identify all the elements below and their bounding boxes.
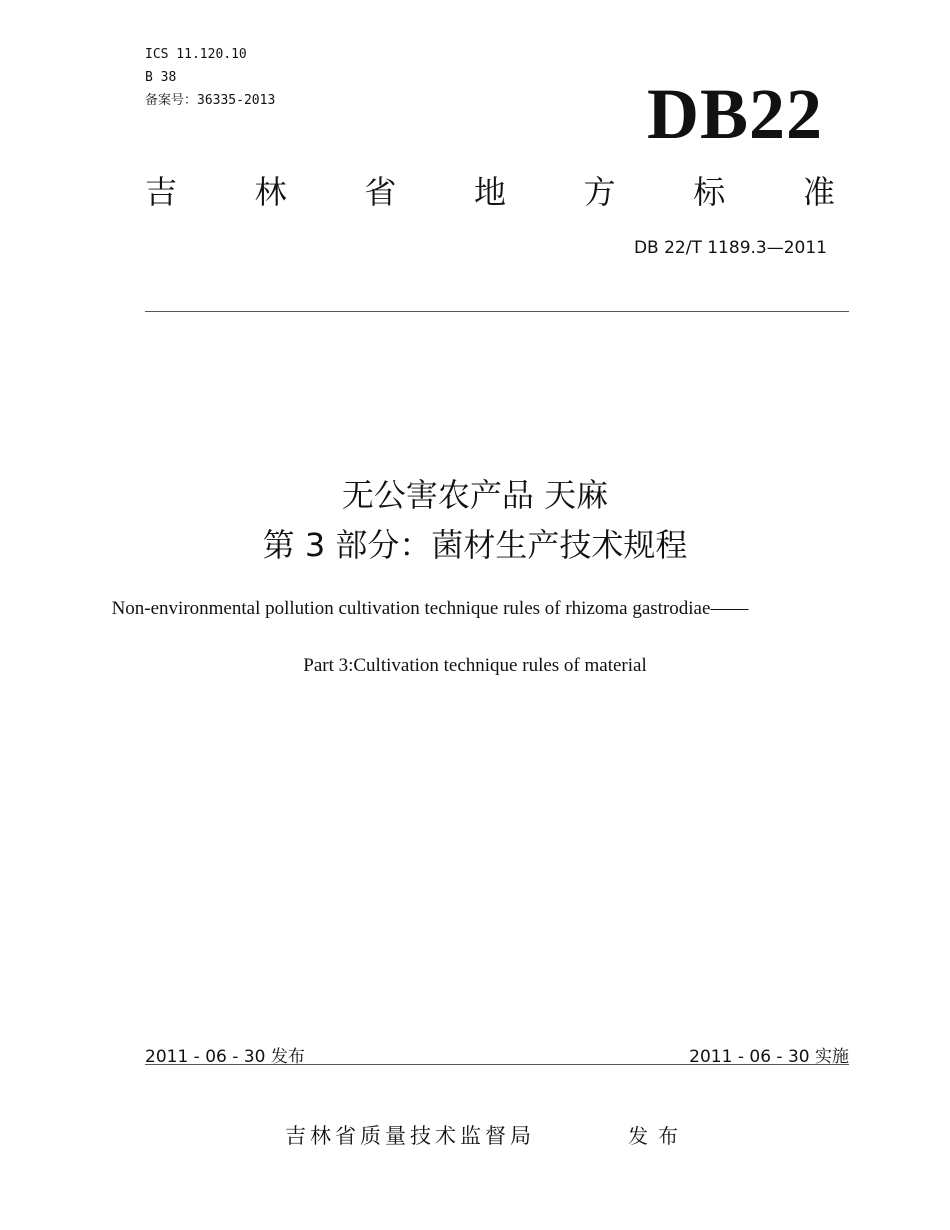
title-en-line1: Non-environmental pollution cultivation technique rules of rhizoma gastrodiae—— [111, 598, 749, 619]
standard-type-char: 地 [473, 173, 506, 211]
standard-type-char: 准 [802, 173, 835, 211]
metadata-block [145, 43, 275, 112]
db22-logo: DB22 [646, 74, 823, 154]
standard-type-char: 方 [583, 173, 616, 211]
standard-type-char: 标 [693, 173, 726, 211]
issue-label: 发布 [628, 1124, 688, 1148]
title-cn-line2: 第 3 部分：菌材生产技术规程 [262, 526, 688, 564]
title-cn-line1: 无公害农产品 天麻 [341, 476, 609, 514]
standard-type-char: 吉 [145, 173, 178, 211]
record-number: 备案号：36335-2013 [145, 93, 276, 108]
implement-date: 2011 - 06 - 30 实施 [689, 1047, 849, 1067]
footer-divider [145, 1064, 849, 1065]
standard-type [145, 170, 835, 214]
standard-type-char: 林 [254, 173, 287, 211]
header-divider [145, 311, 849, 312]
standard-type-char: 省 [364, 173, 397, 211]
standard-number: DB 22/T 1189.3—2011 [633, 238, 827, 258]
publish-date: 2011 - 06 - 30 发布 [145, 1047, 305, 1067]
ics-code: ICS 11.120.10 [145, 47, 247, 62]
ccs-code: B 38 [145, 70, 177, 85]
title-en-line2: Part 3:Cultivation technique rules of material [303, 655, 647, 676]
issuing-authority: 吉林省质量技术监督局 [285, 1124, 535, 1148]
